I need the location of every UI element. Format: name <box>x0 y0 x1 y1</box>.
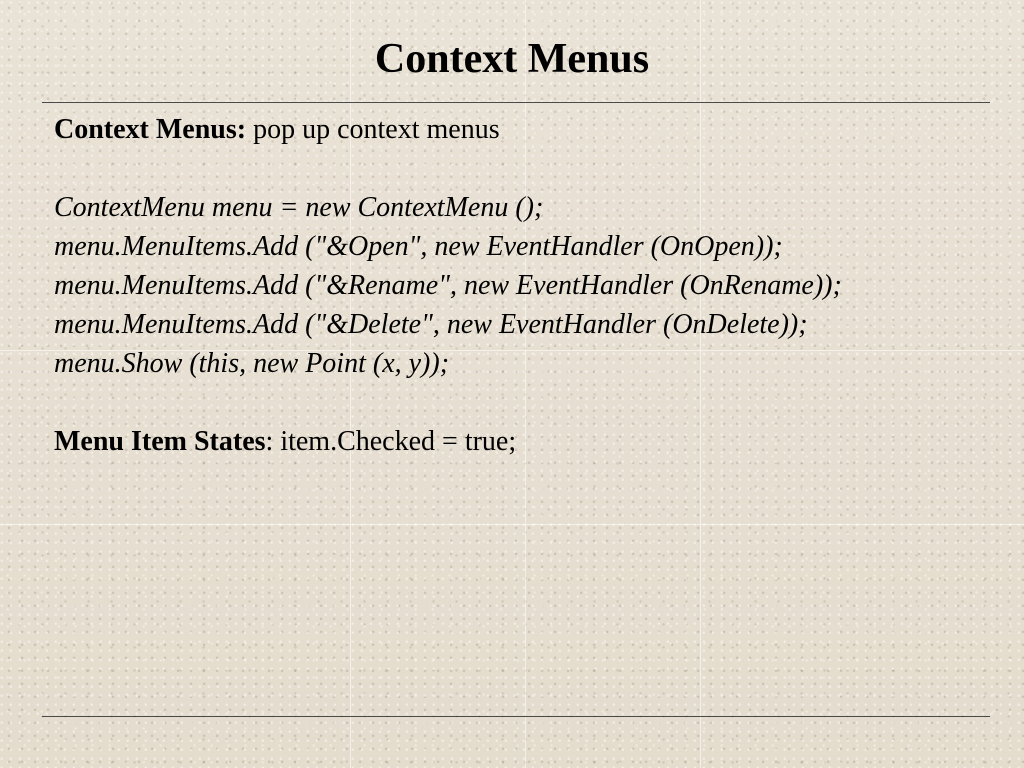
slide-body <box>54 110 1004 461</box>
states-description: item.Checked = true; <box>273 426 517 457</box>
code-line: menu.Show (this, new Point (x, y)); <box>54 348 450 379</box>
background-seam <box>0 524 1024 525</box>
code-line: menu.MenuItems.Add ("&Open", new EventHandler (OnOpen)); <box>54 231 783 262</box>
spacer <box>54 383 1004 422</box>
intro-description: pop up context menus <box>246 114 500 145</box>
states-term: Menu Item States <box>54 426 266 457</box>
intro-line <box>54 110 1004 149</box>
code-line: ContextMenu menu = new ContextMenu (); <box>54 192 544 223</box>
footer-divider <box>42 716 990 717</box>
states-line <box>54 422 1004 461</box>
spacer <box>54 149 1004 188</box>
states-separator: : <box>265 426 274 457</box>
slide-title: Context Menus <box>374 36 650 82</box>
title-divider <box>42 102 990 103</box>
code-line: menu.MenuItems.Add ("&Delete", new EventHandler (OnDelete)); <box>54 309 808 340</box>
code-line: menu.MenuItems.Add ("&Rename", new EventHandler (OnRename)); <box>54 270 842 301</box>
intro-term: Context Menus: <box>54 114 247 145</box>
